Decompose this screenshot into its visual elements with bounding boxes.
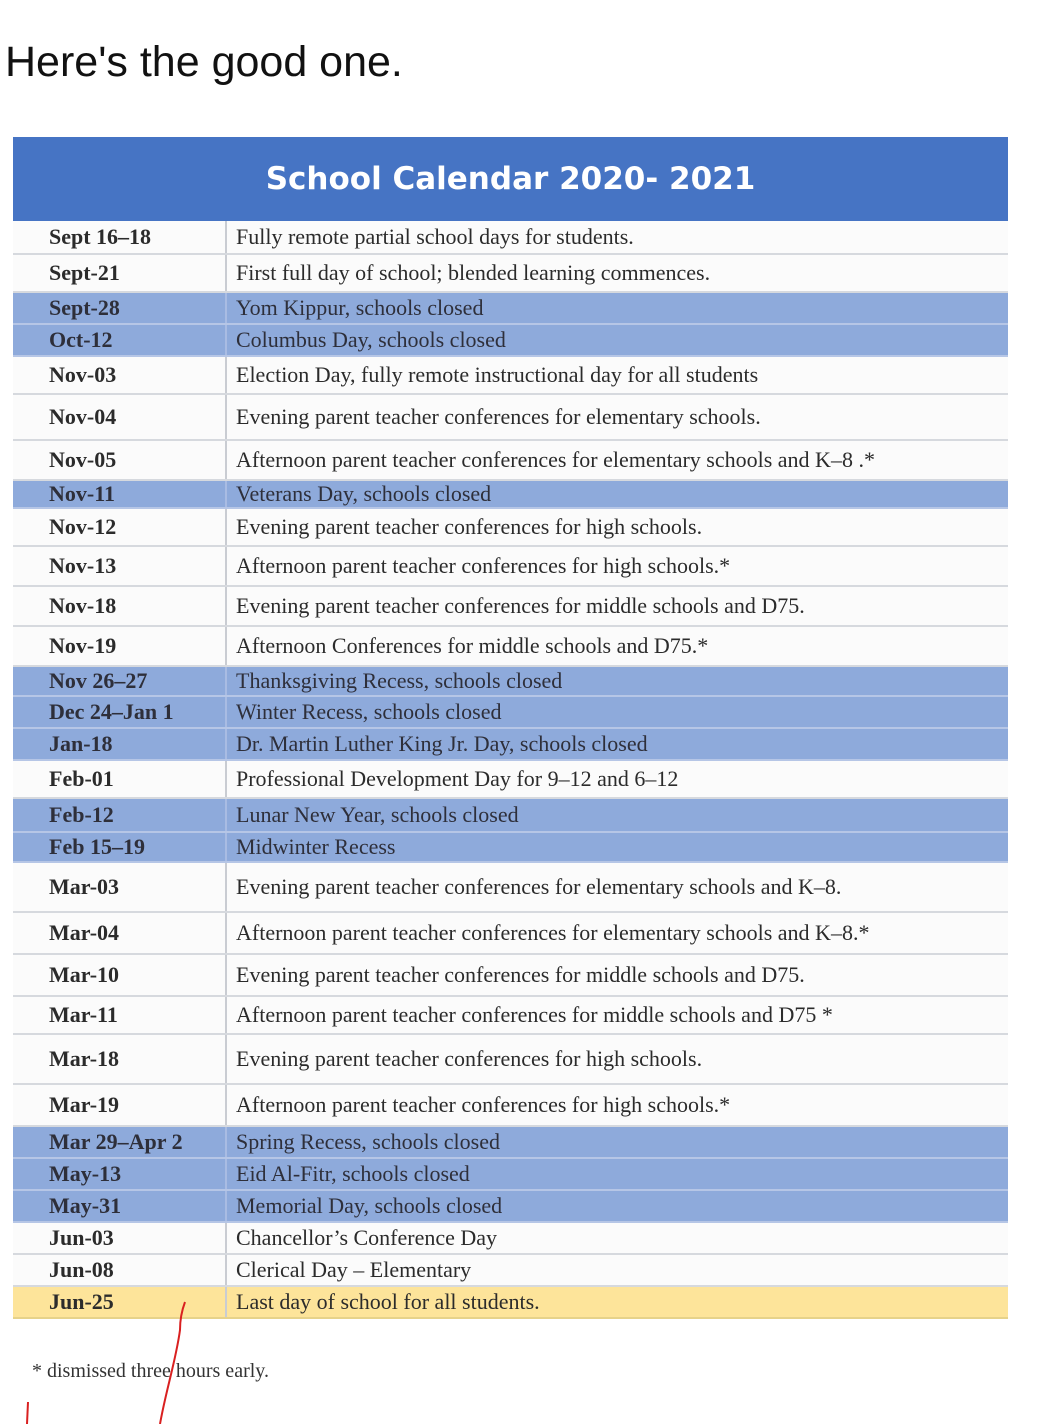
- calendar-row: [13, 481, 1008, 509]
- calendar-row: [13, 395, 1008, 441]
- row-event: Memorial Day, schools closed: [236, 1193, 503, 1218]
- row-event: Evening parent teacher conferences for high schools.: [236, 514, 703, 539]
- calendar-row: [13, 293, 1008, 325]
- row-date: Sept-28: [13, 293, 227, 323]
- row-date: Jan-18: [13, 729, 227, 759]
- row-event: Chancellor’s Conference Day: [236, 1225, 498, 1250]
- row-date: Oct-12: [13, 325, 227, 355]
- calendar-row: [13, 697, 1008, 729]
- row-date: Mar-04: [13, 913, 227, 953]
- row-event: Evening parent teacher conferences for elementary schools and K–8.: [236, 874, 842, 899]
- row-event: Fully remote partial school days for students.: [236, 224, 634, 249]
- row-date: Sept-21: [13, 255, 227, 291]
- row-event: Afternoon parent teacher conferences for elementary schools and K–8 .*: [236, 447, 875, 472]
- row-date: Mar-11: [13, 997, 227, 1033]
- calendar-row: [13, 667, 1008, 697]
- calendar-row: [13, 729, 1008, 761]
- calendar-row: [13, 1223, 1008, 1255]
- row-event: Thanksgiving Recess, schools closed: [236, 668, 563, 693]
- calendar-row: [13, 325, 1008, 357]
- calendar-title: School Calendar 2020- 2021: [13, 137, 1008, 221]
- row-event: Evening parent teacher conferences for high schools.: [236, 1046, 703, 1071]
- row-date: Feb-01: [13, 761, 227, 797]
- calendar-row: [13, 761, 1008, 799]
- row-date: May-13: [13, 1159, 227, 1189]
- row-date: Mar-10: [13, 955, 227, 995]
- row-date: Nov-13: [13, 547, 227, 585]
- row-date: Mar-19: [13, 1085, 227, 1125]
- row-date: May-31: [13, 1191, 227, 1221]
- row-event: Eid Al-Fitr, schools closed: [236, 1161, 470, 1186]
- calendar-row: [13, 955, 1008, 997]
- school-calendar-table: [13, 137, 1008, 1319]
- row-event: First full day of school; blended learning commences.: [236, 260, 711, 285]
- row-event: Last day of school for all students.: [236, 1289, 540, 1314]
- row-date: Sept 16–18: [13, 221, 227, 253]
- row-date: Nov-11: [13, 481, 227, 507]
- calendar-row: [13, 255, 1008, 293]
- post-caption: Here's the good one.: [5, 38, 403, 86]
- row-date: Nov-19: [13, 627, 227, 665]
- row-date: Dec 24–Jan 1: [13, 697, 227, 727]
- row-event: Clerical Day – Elementary: [236, 1257, 472, 1282]
- row-date: Jun-03: [13, 1223, 227, 1253]
- calendar-row: [13, 547, 1008, 587]
- row-event: Afternoon parent teacher conferences for high schools.*: [236, 1092, 731, 1117]
- row-event: Afternoon parent teacher conferences for elementary schools and K–8.*: [236, 920, 870, 945]
- calendar-row: [13, 799, 1008, 833]
- row-date: Jun-08: [13, 1255, 227, 1285]
- calendar-row: [13, 357, 1008, 395]
- row-event: Election Day, fully remote instructional day for all students: [236, 362, 759, 387]
- row-date: Jun-25: [13, 1287, 227, 1317]
- row-event: Afternoon parent teacher conferences for middle schools and D75 *: [236, 1002, 833, 1027]
- calendar-row: [13, 1159, 1008, 1191]
- calendar-row: [13, 1191, 1008, 1223]
- calendar-row: [13, 1035, 1008, 1085]
- row-event: Yom Kippur, schools closed: [236, 295, 484, 320]
- row-date: Nov-04: [13, 395, 227, 439]
- calendar-row: [13, 627, 1008, 667]
- row-event: Afternoon parent teacher conferences for high schools.*: [236, 553, 731, 578]
- row-date: Mar-03: [13, 863, 227, 911]
- row-event: Dr. Martin Luther King Jr. Day, schools closed: [236, 731, 648, 756]
- row-event: Evening parent teacher conferences for middle schools and D75.: [236, 962, 805, 987]
- calendar-row: [13, 913, 1008, 955]
- row-event: Winter Recess, schools closed: [236, 699, 502, 724]
- calendar-row: [13, 833, 1008, 863]
- calendar-row: [13, 1127, 1008, 1159]
- row-date: Nov-03: [13, 357, 227, 393]
- footnote: * dismissed three hours early.: [32, 1360, 269, 1382]
- row-event: Columbus Day, schools closed: [236, 327, 506, 352]
- row-date: Nov-12: [13, 509, 227, 545]
- row-date: Feb-12: [13, 799, 227, 831]
- calendar-row: [13, 221, 1008, 255]
- row-date: Nov 26–27: [13, 667, 227, 695]
- row-event: Veterans Day, schools closed: [236, 481, 492, 506]
- row-event: Afternoon Conferences for middle schools and D75.*: [236, 633, 709, 658]
- row-date: Nov-18: [13, 587, 227, 625]
- calendar-rows: [13, 221, 1008, 1319]
- calendar-row: [13, 587, 1008, 627]
- row-date: Mar-18: [13, 1035, 227, 1083]
- row-event: Evening parent teacher conferences for middle schools and D75.: [236, 593, 805, 618]
- hand-drawn-annotation-icon: [0, 1290, 260, 1424]
- row-event: Lunar New Year, schools closed: [236, 802, 519, 827]
- row-event: Midwinter Recess: [236, 834, 396, 859]
- row-event: Spring Recess, schools closed: [236, 1129, 500, 1154]
- row-date: Feb 15–19: [13, 833, 227, 861]
- calendar-row: [13, 997, 1008, 1035]
- row-date: Mar 29–Apr 2: [13, 1127, 227, 1157]
- row-event: Professional Development Day for 9–12 and 6–12: [236, 766, 679, 791]
- calendar-row: [13, 1255, 1008, 1287]
- calendar-row: [13, 441, 1008, 481]
- calendar-row: [13, 1085, 1008, 1127]
- row-date: Nov-05: [13, 441, 227, 479]
- calendar-row: [13, 509, 1008, 547]
- row-event: Evening parent teacher conferences for elementary schools.: [236, 404, 761, 429]
- calendar-row: [13, 863, 1008, 913]
